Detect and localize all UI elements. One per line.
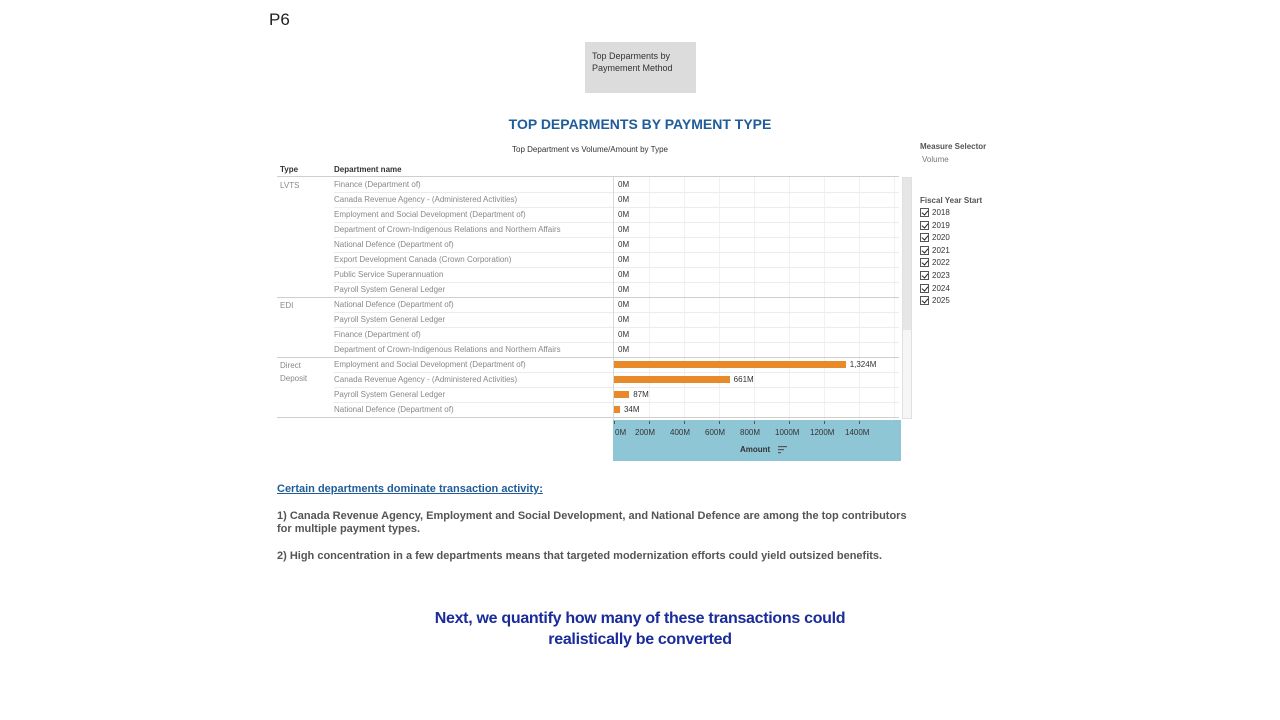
data-label: 0M [618, 180, 630, 189]
tick-mark [649, 421, 650, 424]
type-label-line: Direct [280, 361, 301, 370]
department-label: Department of Crown-Indigenous Relations and Northern Affairs [334, 225, 561, 234]
fiscal-year-option[interactable] [920, 271, 950, 280]
fiscal-year-option[interactable] [920, 284, 950, 293]
fiscal-year-option[interactable] [920, 258, 950, 267]
bar[interactable] [614, 361, 846, 368]
sort-icon[interactable] [778, 445, 787, 454]
tick-label: 800M [740, 428, 761, 437]
row-divider [334, 192, 899, 193]
fiscal-year-label: 2020 [932, 233, 950, 243]
bar[interactable] [614, 376, 730, 383]
grid-line [649, 177, 650, 420]
fiscal-year-label: 2023 [932, 271, 950, 280]
group-divider [277, 417, 899, 418]
type-label-line: Deposit [280, 374, 308, 383]
grid-line [754, 177, 755, 420]
tick-mark [824, 421, 825, 424]
data-label: 0M [618, 225, 630, 234]
chart-scrollbar-thumb[interactable] [903, 178, 911, 330]
type-label [280, 299, 293, 312]
row-divider [334, 237, 899, 238]
department-label: National Defence (Department of) [334, 300, 454, 309]
department-label: Canada Revenue Agency - (Administered Activities) [334, 375, 518, 384]
department-label: Export Development Canada (Crown Corporation) [334, 255, 512, 264]
data-label: 87M [633, 390, 649, 399]
fiscal-year-option[interactable] [920, 221, 950, 230]
top-departments-tab-button[interactable] [585, 42, 696, 93]
next-step-line1: Next, we quantify how many of these transactions could [434, 610, 846, 627]
department-label: Department of Crown-Indigenous Relations and Northern Affairs [334, 345, 561, 354]
checkbox-checked-icon[interactable] [920, 246, 929, 255]
x-axis-band [613, 420, 901, 461]
insight-point-2: 2) High concentration in a few departments means that targeted modernization efforts could yield outsized benefits. [277, 550, 883, 562]
department-label: Finance (Department of) [334, 330, 421, 339]
row-divider [334, 327, 899, 328]
checkbox-checked-icon[interactable] [920, 258, 929, 267]
tick-mark [754, 421, 755, 424]
checkbox-checked-icon[interactable] [920, 221, 929, 230]
row-divider [334, 387, 899, 388]
row-divider [334, 372, 899, 373]
fiscal-year-label: 2019 [932, 220, 950, 230]
grid-line [789, 177, 790, 420]
fiscal-year-filter-title: Fiscal Year Start [920, 196, 983, 205]
row-divider [334, 312, 899, 313]
row-divider [334, 342, 899, 343]
data-label: 0M [618, 315, 630, 324]
data-label: 0M [618, 300, 630, 309]
department-label: Payroll System General Ledger [334, 315, 446, 324]
data-label: 0M [618, 210, 630, 219]
fiscal-year-label: 2022 [932, 258, 950, 268]
fiscal-year-option[interactable] [920, 296, 950, 305]
department-label: Payroll System General Ledger [334, 285, 446, 294]
fiscal-year-label: 2018 [932, 208, 950, 217]
fiscal-year-option[interactable] [920, 208, 950, 217]
grid-line [719, 177, 720, 420]
checkbox-checked-icon[interactable] [920, 233, 929, 242]
data-label: 0M [618, 330, 630, 339]
tick-label: 1200M [810, 428, 835, 437]
department-label: National Defence (Department of) [334, 405, 454, 414]
grid-line [859, 177, 860, 420]
insight-heading[interactable]: Certain departments dominate transaction activity: [277, 483, 543, 495]
checkbox-checked-icon[interactable] [920, 271, 929, 280]
type-label [280, 359, 307, 385]
data-label: 0M [618, 255, 630, 264]
measure-selector-value[interactable]: Volume [922, 155, 949, 164]
data-label: 0M [618, 345, 630, 354]
tab-button-line2: Paymement Method [592, 63, 673, 73]
tick-label: 0M [615, 428, 627, 437]
data-label: 1,324M [849, 360, 877, 369]
measure-selector-title: Measure Selector [920, 142, 987, 151]
fiscal-year-label: 2024 [932, 283, 950, 293]
fiscal-year-option[interactable] [920, 233, 950, 242]
data-label: 0M [618, 240, 630, 249]
tick-mark [859, 421, 860, 424]
tick-label: 200M [635, 428, 656, 437]
data-label: 0M [618, 270, 630, 279]
fiscal-year-label: 2021 [932, 245, 950, 255]
tick-label: 1000M [775, 428, 800, 437]
header-divider [277, 176, 899, 177]
department-column-header: Department name [334, 165, 402, 174]
row-divider [334, 282, 899, 283]
department-label: Employment and Social Development (Department of) [334, 210, 526, 219]
data-label: 34M [623, 405, 640, 414]
data-label: 0M [618, 285, 630, 294]
row-divider [334, 222, 899, 223]
type-column-header: Type [280, 165, 299, 174]
department-label: Payroll System General Ledger [334, 390, 446, 399]
zero-axis-line [613, 177, 614, 420]
tick-label: 400M [670, 428, 691, 437]
checkbox-checked-icon[interactable] [920, 284, 929, 293]
fiscal-year-option[interactable] [920, 246, 950, 255]
department-label: Employment and Social Development (Department of) [334, 360, 526, 369]
bar[interactable] [614, 406, 620, 413]
department-label: National Defence (Department of) [334, 240, 454, 249]
checkbox-checked-icon[interactable] [920, 296, 929, 305]
tick-mark [789, 421, 790, 424]
row-divider [334, 252, 899, 253]
department-label: Finance (Department of) [334, 180, 421, 189]
department-label: Public Service Superannuation [334, 270, 444, 279]
tick-label: 600M [705, 428, 726, 437]
group-divider [277, 357, 899, 358]
grid-line [824, 177, 825, 420]
type-label [280, 179, 299, 192]
tick-mark [614, 421, 615, 424]
insight-point-1: 1) Canada Revenue Agency, Employment and Social Development, and National Defence are among the top contributors for multiple payment types. [277, 510, 907, 535]
row-divider [334, 267, 899, 268]
bar[interactable] [614, 391, 629, 398]
department-label: Canada Revenue Agency - (Administered Activities) [334, 195, 518, 204]
data-label: 0M [618, 195, 630, 204]
tick-label: 1400M [845, 428, 870, 437]
tick-mark [719, 421, 720, 424]
tab-button-line1: Top Deparments by [592, 51, 671, 61]
x-axis-title: Amount [740, 445, 771, 454]
data-label: 661M [733, 375, 754, 384]
grid-line [684, 177, 685, 420]
group-divider [277, 297, 899, 298]
tick-mark [684, 421, 685, 424]
next-step-line2: realistically be converted [548, 631, 732, 648]
type-label-line: LVTS [280, 181, 300, 190]
row-divider [334, 402, 899, 403]
chart-title: TOP DEPARMENTS BY PAYMENT TYPE [508, 116, 772, 132]
type-label-line: EDI [280, 301, 294, 310]
fiscal-year-label: 2025 [932, 296, 950, 306]
grid-line [894, 177, 895, 420]
checkbox-checked-icon[interactable] [920, 208, 929, 217]
row-divider [334, 207, 899, 208]
chart-subtitle: Top Department vs Volume/Amount by Type [512, 145, 668, 154]
next-step-text [400, 608, 880, 650]
page-label: P6 [269, 10, 290, 29]
